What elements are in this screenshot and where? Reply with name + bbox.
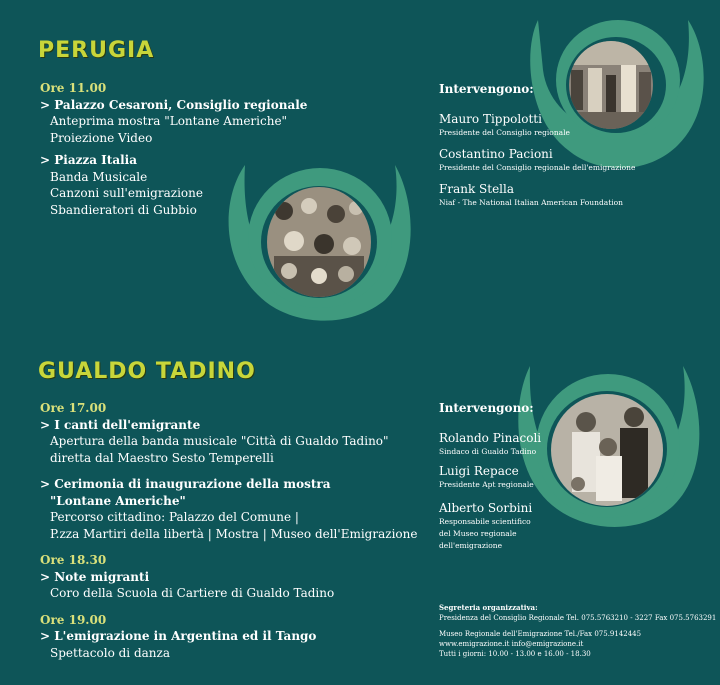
gualdo-program [40, 400, 440, 661]
gualdo-item-line: P.zza Martiri della libertà | Mostra | Museo dell'Emigrazione [50, 526, 418, 541]
speaker [439, 147, 709, 174]
speaker-name: Rolando Pinacoli [439, 431, 542, 445]
gualdo-item-head: > I canti dell'emigrante [40, 417, 201, 432]
perugia-item-1-line: Anteprima mostra "Lontane Americhe" [50, 114, 288, 128]
perugia-program [40, 80, 340, 218]
gualdo-session [40, 552, 440, 602]
gualdo-item-line: Coro della Scuola di Cartiere di Gualdo Tadino [50, 586, 335, 600]
perugia-speakers-intro: Intervengono: [439, 82, 534, 96]
speaker-name: Costantino Pacioni [439, 147, 553, 161]
gualdo-item [40, 417, 440, 467]
gualdo-time: Ore 19.00 [40, 612, 107, 627]
perugia-speakers [439, 82, 709, 209]
perugia-item-1 [40, 97, 340, 147]
footer-org-label: Segreteria organizzativa: [439, 603, 538, 612]
speaker-role: Presidente del Consiglio regionale [439, 128, 570, 137]
gualdo-item-head: > Note migranti [40, 569, 150, 584]
gualdo-item-line: Percorso cittadino: Palazzo del Comune | [50, 510, 299, 524]
gualdo-item-head: > L'emigrazione in Argentina ed il Tango [40, 629, 317, 643]
speaker-name: Frank Stella [439, 182, 515, 196]
perugia-time: Ore 11.00 [40, 81, 107, 95]
speaker-name: Mauro Tippolotti [439, 112, 542, 126]
gualdo-item-head: "Lontane Americhe" [50, 493, 186, 508]
perugia-item-1-line: Proiezione Video [50, 130, 153, 145]
footer-hours-line: Tutti i giorni: 10.00 - 13.00 e 16.00 - 18.30 [439, 650, 591, 658]
speaker-role: Niaf - The National Italian American Foundation [439, 198, 623, 207]
speaker-role: dell'emigrazione [439, 541, 503, 550]
speaker [439, 112, 709, 139]
gualdo-title: GUALDO TADINO [38, 359, 256, 384]
speaker-role: Presidente del Consiglio regionale dell'emigrazione [439, 163, 636, 172]
footer-web-line: www.emigrazione.it info@emigrazione.it [439, 640, 584, 648]
gualdo-item-line: Spettacolo di danza [50, 645, 170, 660]
gualdo-session [40, 612, 440, 662]
speaker [439, 182, 709, 209]
gualdo-item [40, 476, 440, 542]
speaker-role: del Museo regionale [439, 529, 517, 538]
speaker [439, 501, 569, 552]
perugia-item-2-head: > Piazza Italia [40, 153, 137, 167]
speaker-name: Alberto Sorbini [439, 501, 533, 515]
speaker-role: Sindaco di Gualdo Tadino [439, 447, 537, 456]
gualdo-time: Ore 18.30 [40, 553, 107, 567]
speaker-name: Luigi Repace [439, 464, 519, 478]
footer-info [439, 603, 717, 659]
perugia-item-1-head: > Palazzo Cesaroni, Consiglio regionale [40, 97, 308, 112]
speaker-role: Responsabile scientifico [439, 517, 531, 526]
perugia-item-2-line: Sbandieratori di Gubbio [50, 202, 197, 217]
speaker [439, 431, 569, 458]
gualdo-speakers-intro: Intervengono: [439, 401, 534, 415]
gualdo-speakers [439, 401, 569, 552]
perugia-item-2-line: Banda Musicale [50, 169, 148, 184]
gualdo-item-line: Apertura della banda musicale "Città di Gualdo Tadino" [50, 434, 389, 448]
speaker-role: Presidente Apt regionale [439, 480, 534, 489]
footer-museum-line: Museo Regionale dell'Emigrazione Tel./Fax 075.9142445 [439, 630, 642, 638]
footer-org-line: Presidenza del Consiglio Regionale Tel. 075.5763210 - 3227 Fax 075.5763291 [439, 614, 717, 622]
gualdo-item-head: > Cerimonia di inaugurazione della mostra [40, 477, 331, 491]
perugia-title: PERUGIA [38, 38, 155, 63]
speaker [439, 464, 569, 491]
gualdo-time: Ore 17.00 [40, 401, 107, 415]
perugia-item-2 [40, 152, 340, 218]
perugia-item-2-line: Canzoni sull'emigrazione [50, 186, 203, 200]
gualdo-item-line: diretta dal Maestro Sesto Temperelli [50, 450, 274, 465]
